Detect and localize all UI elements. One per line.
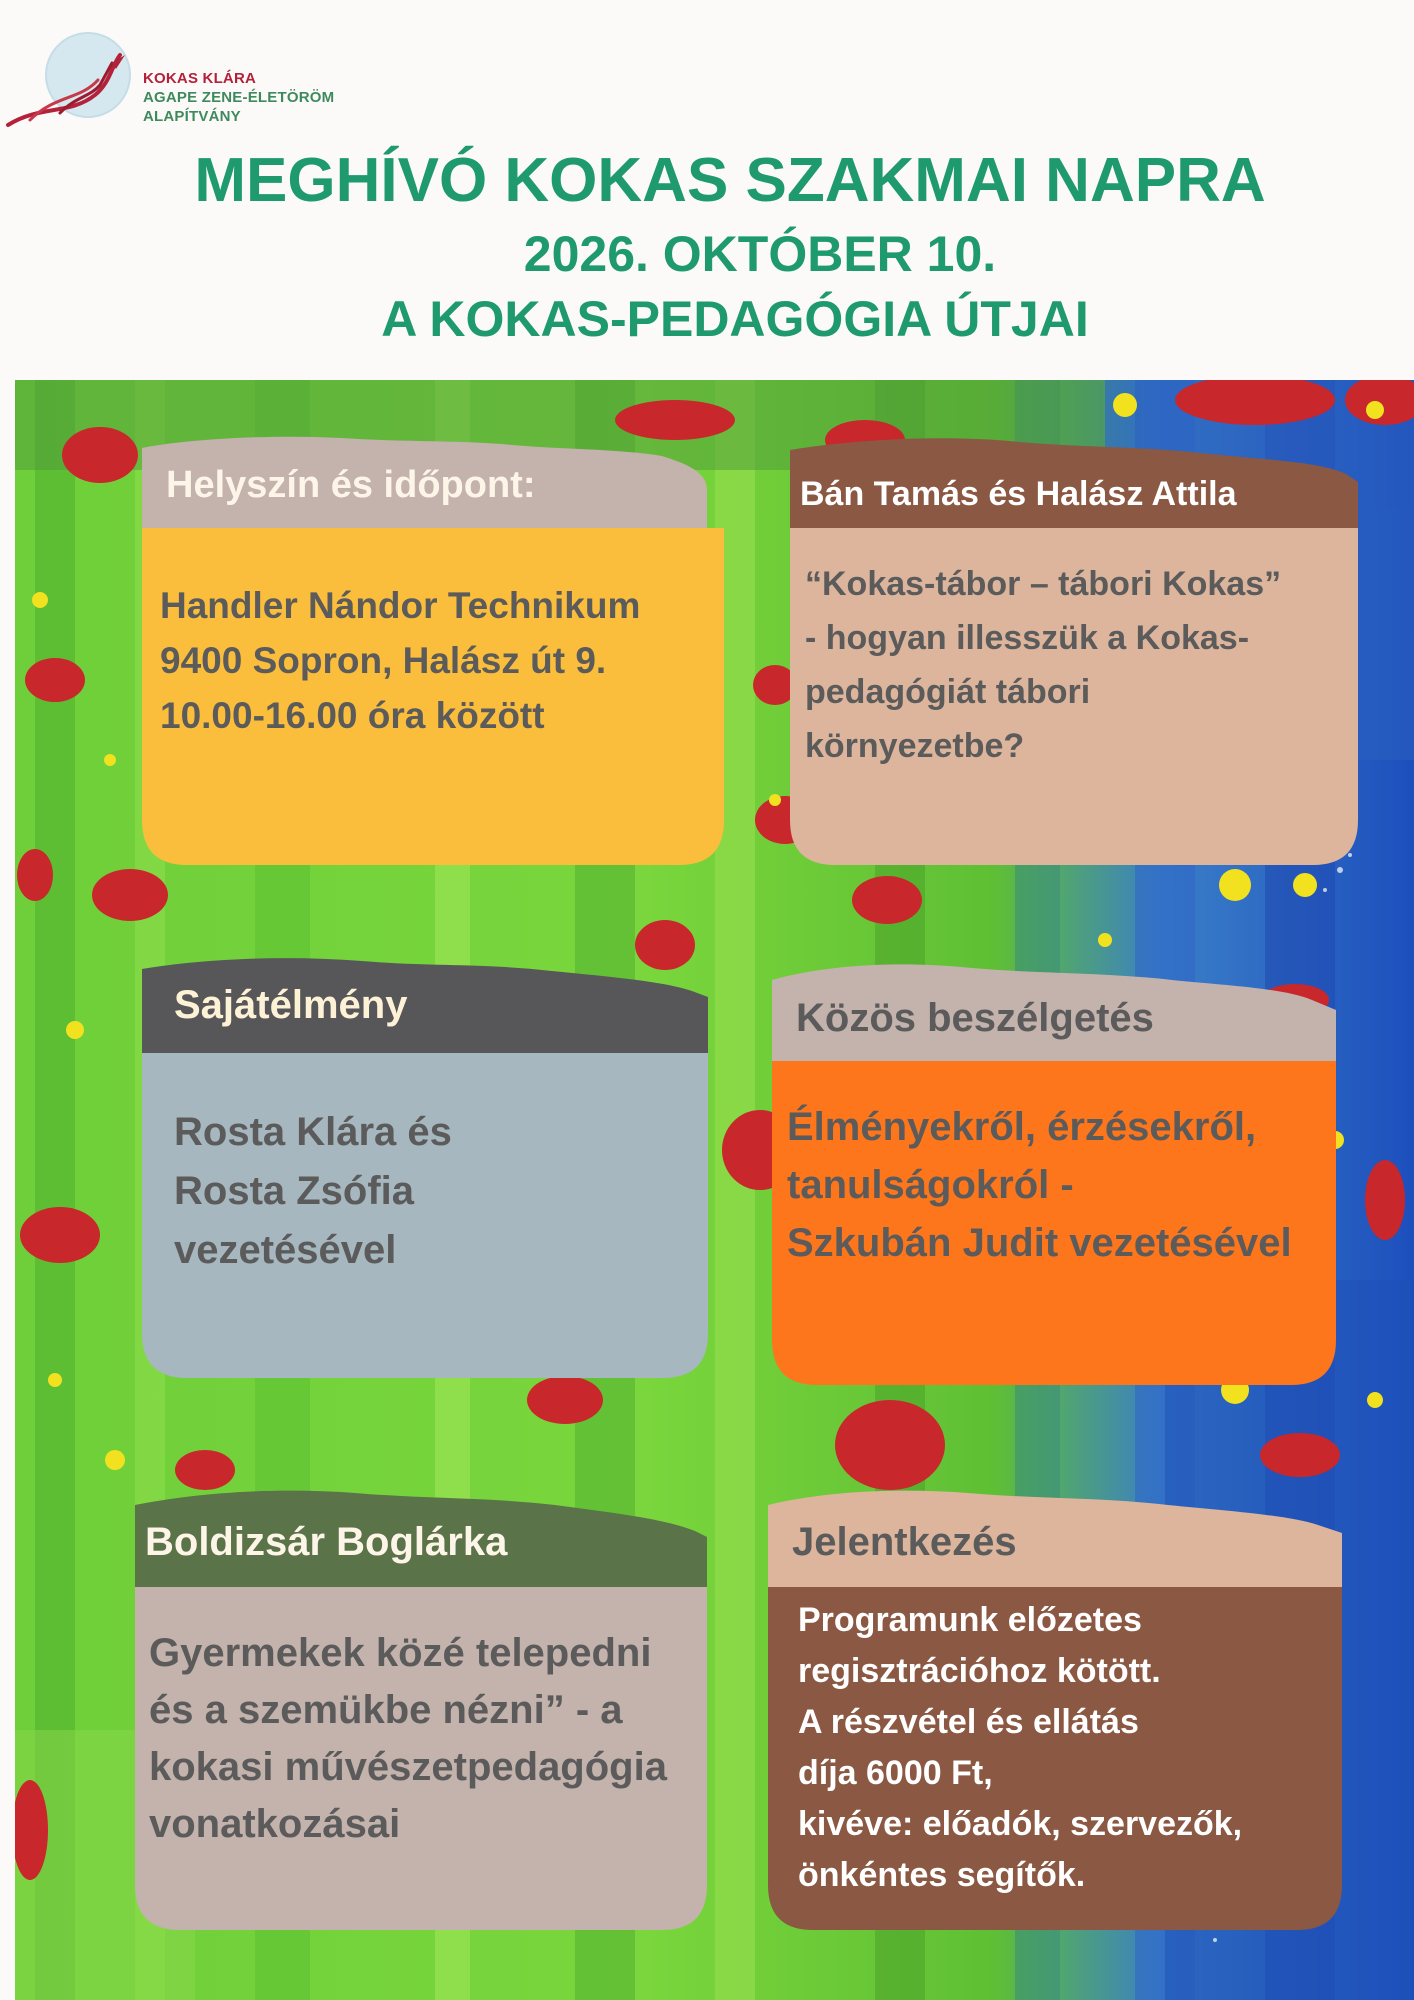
card-body-line: környezetbe? [805, 727, 1025, 765]
card-body-line: Rosta Zsófia [174, 1169, 415, 1213]
card-body-line: regisztrációhoz kötött. [798, 1652, 1161, 1690]
card-body-line: Handler Nándor Technikum [160, 585, 641, 626]
card-heading: Helyszín és időpont: [166, 464, 536, 506]
card-registration [768, 1485, 1342, 1930]
card-body [798, 1595, 1242, 1901]
card-heading: Jelentkezés [792, 1520, 1017, 1564]
card-body-line: önkéntes segítők. [798, 1856, 1086, 1894]
card-self-experience [142, 955, 708, 1378]
card-body-line: Rosta Klára és [174, 1110, 452, 1154]
logo-line-3: ALAPÍTVÁNY [143, 108, 241, 125]
rooster-bird-logo-icon [0, 25, 140, 135]
event-date: 2026. OKTÓBER 10. [523, 226, 997, 282]
card-venue-and-time [142, 430, 724, 865]
card-body-line: Gyermekek közé telepedni [149, 1631, 652, 1675]
card-body [160, 578, 640, 743]
card-ban-halasz-talk [790, 430, 1358, 865]
card-boldizsar-talk [135, 1485, 707, 1930]
logo-line-2: AGAPE ZENE-ÉLETÖRÖM [143, 89, 335, 106]
card-body-line: 10.00-16.00 óra között [160, 695, 545, 736]
card-body-line: kokasi művészetpedagógia [149, 1745, 667, 1789]
card-body [174, 1103, 452, 1280]
event-subtitle: A KOKAS-PEDAGÓGIA ÚTJAI [381, 291, 1089, 347]
logo-line-1: KOKAS KLÁRA [143, 70, 257, 87]
card-heading: Közös beszélgetés [796, 996, 1154, 1040]
card-body-line: “Kokas-tábor – tábori Kokas” [805, 565, 1282, 603]
card-body-line: és a szemükbe nézni” - a [149, 1688, 623, 1732]
card-body-line: díja 6000 Ft, [798, 1754, 993, 1792]
card-body-line: - hogyan illesszük a Kokas- [805, 619, 1250, 657]
card-body-line: Programunk előzetes [798, 1601, 1142, 1639]
card-joint-discussion [772, 960, 1336, 1385]
card-body [149, 1625, 667, 1853]
card-body-line: vezetésével [174, 1228, 397, 1272]
card-body-line: vonatkozásai [149, 1802, 401, 1846]
card-body [787, 1098, 1292, 1272]
foundation-logo [0, 25, 370, 140]
card-body-line: A részvétel és ellátás [798, 1703, 1139, 1741]
card-heading: Boldizsár Boglárka [145, 1520, 508, 1564]
card-heading: Sajátélmény [174, 983, 408, 1027]
card-body-line: pedagógiát tábori [805, 673, 1091, 711]
card-body-line: Szkubán Judit vezetésével [787, 1221, 1292, 1265]
logo-text [143, 69, 334, 126]
card-heading: Bán Tamás és Halász Attila [800, 475, 1237, 513]
card-body [805, 557, 1281, 773]
card-body-line: kivéve: előadók, szervezők, [798, 1805, 1243, 1843]
card-body-line: Élményekről, érzésekről, [787, 1105, 1257, 1149]
page-title: MEGHÍVÓ KOKAS SZAKMAI NAPRA [194, 146, 1266, 215]
card-body-line: tanulságokról - [787, 1163, 1074, 1207]
card-body-line: 9400 Sopron, Halász út 9. [160, 640, 607, 681]
